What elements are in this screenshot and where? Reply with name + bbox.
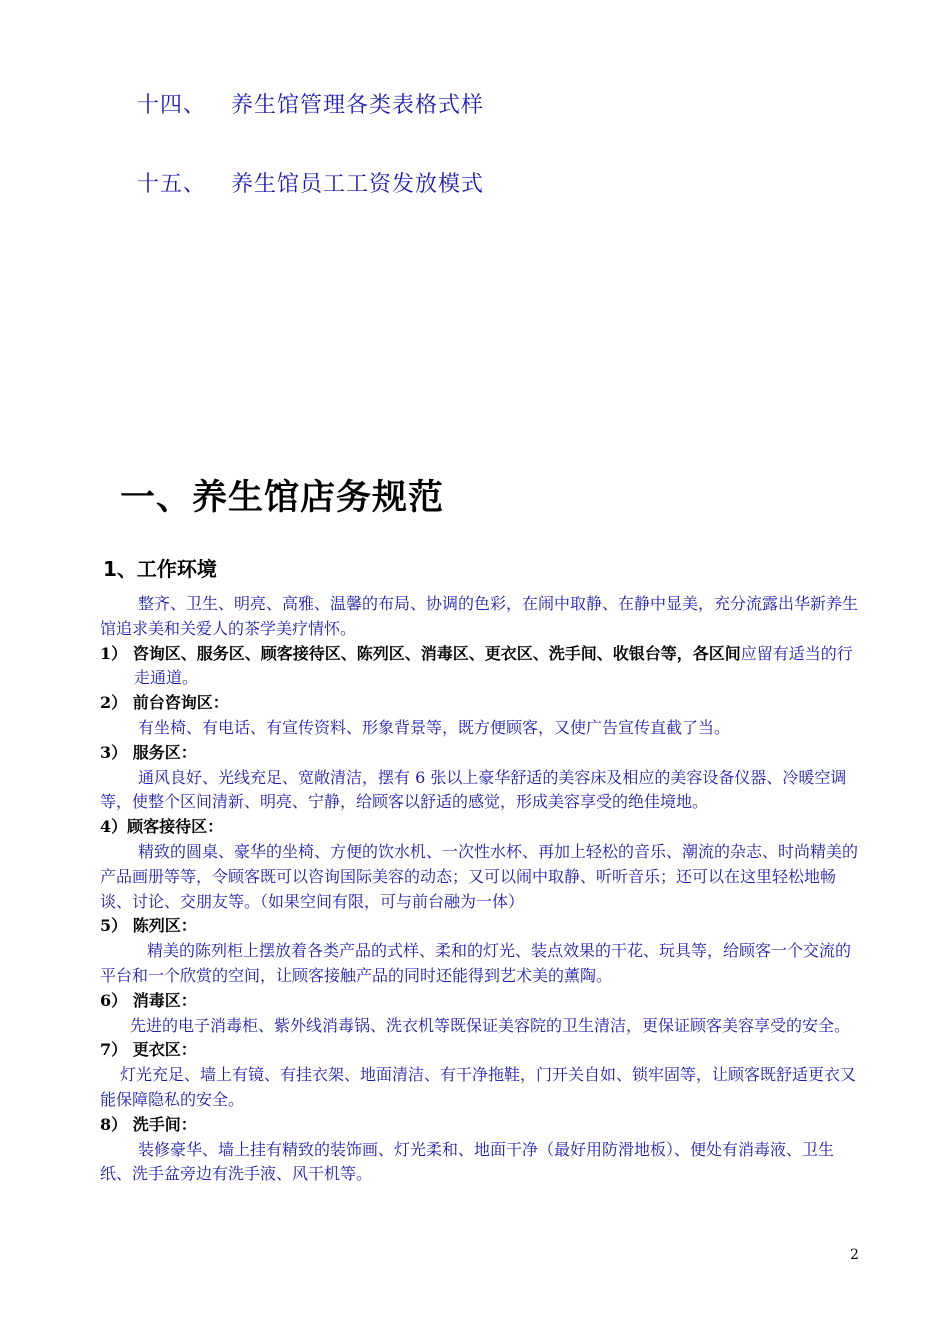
item-6-body: 先进的电子消毒柜、紫外线消毒锅、洗衣机等既保证美容院的卫生清洁，更保证顾客美容享受的安全。: [130, 1015, 851, 1035]
item-6-head: 6） 消毒区：: [100, 990, 197, 1010]
item-8-head: 8） 洗手间：: [100, 1114, 197, 1134]
item-8-body: 装修豪华、墙上挂有精致的装饰画、灯光柔和、地面干净（最好用防滑地板）、便处有消毒液、卫生纸、洗手盆旁边有洗手液、风干机等。: [100, 1139, 835, 1184]
item-3-head: 3） 服务区：: [100, 742, 197, 762]
item-1: [100, 642, 860, 692]
page-number: 2: [850, 1247, 859, 1263]
item-4-head: 4）顾客接待区：: [100, 817, 224, 837]
toc-entry-title: 养生馆员工工资发放模式: [231, 172, 485, 197]
item-5-body: 精美的陈列柜上摆放着各类产品的式样、柔和的灯光、装点效果的干花、玩具等，给顾客一个交流的平台和一个欣赏的空间，让顾客接触产品的同时还能得到艺术美的薰陶。: [100, 941, 852, 985]
toc-entry-title: 养生馆管理各类表格式样: [231, 93, 485, 118]
item-7-body: 灯光充足、墙上有镜、有挂衣架、地面清洁、有干净拖鞋，门开关自如、锁牢固等，让顾客既舒适更衣又能保障隐私的安全。: [100, 1065, 857, 1109]
subsection-title: 1、工作环境: [103, 557, 217, 581]
item-3-body: 通风良好、光线充足、宽敞清洁，摆有 6 张以上豪华舒适的美容床及相应的美容设备仪器、冷暖空调等，使整个区间清新、明亮、宁静，给顾客以舒适的感觉，形成美容享受的绝佳境地。: [100, 767, 847, 812]
item-2-head: 2） 前台咨询区：: [100, 693, 229, 713]
item-5-head: 5） 陈列区：: [100, 916, 197, 936]
section-title: 一、养生馆店务规范: [120, 478, 445, 518]
intro-paragraph: 整齐、卫生、明亮、高雅、温馨的布局、协调的色彩，在闹中取静、在静中显美，充分流露出华新养生馆追求美和关爱人的茶学美疗情怀。: [100, 594, 859, 638]
item-2-body: 有坐椅、有电话、有宣传资料、形象背景等，既方便顾客，又使广告宣传直截了当。: [138, 717, 731, 737]
toc-entry-15: [137, 167, 484, 198]
document-body: [100, 592, 860, 1187]
item-1-head: 1） 咨询区、服务区、顾客接待区、陈列区、消毒区、更衣区、洗手间、收银台等，各区间: [100, 643, 741, 663]
item-7-head: 7） 更衣区：: [100, 1040, 197, 1060]
item-4-body: 精致的圆桌、豪华的坐椅、方便的饮水机、一次性水杯、再加上轻松的音乐、潮流的杂志、时尚精美的产品画册等等，令顾客既可以咨询国际美容的动态；又可以闹中取静、听听音乐；还可以在这里轻松地畅谈、讨论、交朋友等。（如果空间有限，可与前台融为一体）: [100, 841, 859, 911]
toc-entry-number: 十四、: [137, 93, 207, 118]
toc-entry-14: [137, 88, 484, 119]
item-1-tail: 应留有适当的行走通道。: [134, 643, 853, 688]
toc-entry-number: 十五、: [137, 172, 207, 197]
